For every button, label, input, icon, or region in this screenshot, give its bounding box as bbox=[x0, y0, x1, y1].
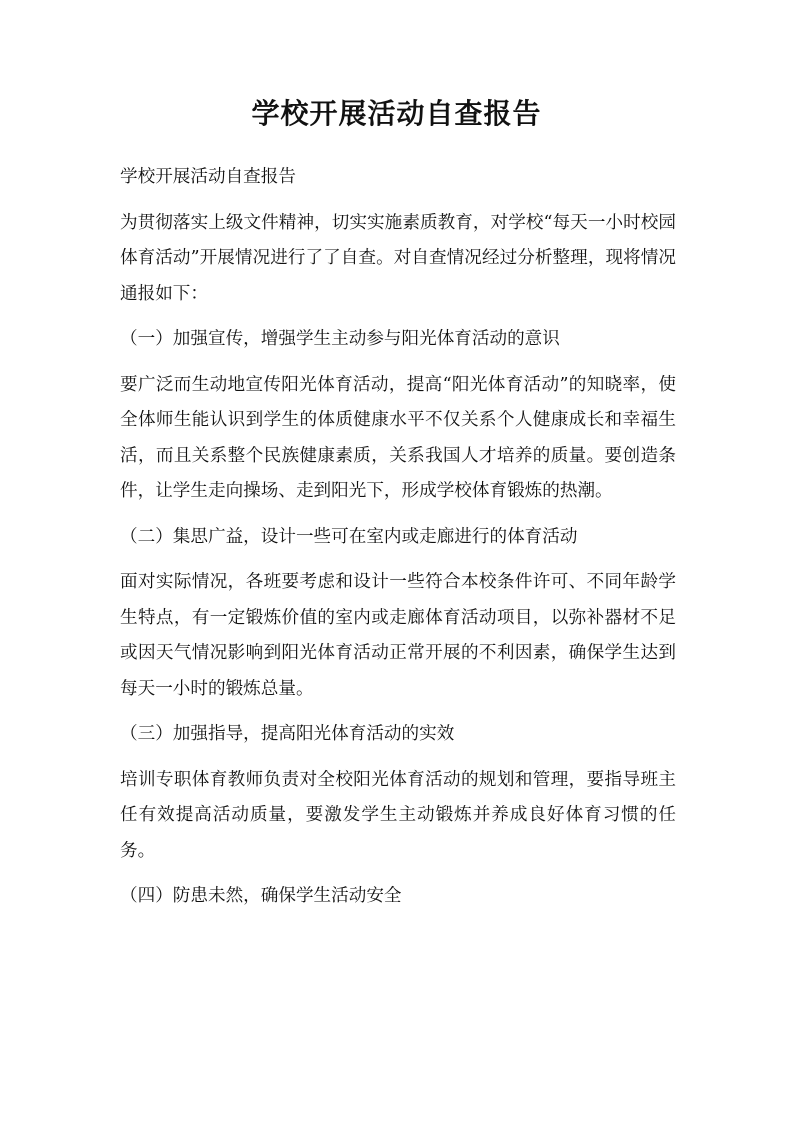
section-heading-3: （三）加强指导，提高阳光体育活动的实效 bbox=[120, 724, 455, 744]
document-body bbox=[120, 160, 676, 915]
paragraph-section-3: 培训专职体育教师负责对全校阳光体育活动的规划和管理，要指导班主任有效提高活动质量，要激发学生主动锻炼并养成良好体育习惯的任务。 bbox=[120, 769, 676, 861]
paragraph-gap bbox=[120, 707, 676, 717]
paragraph-gap bbox=[120, 753, 676, 763]
section-heading-4: （四）防患未然，确保学生活动安全 bbox=[120, 886, 402, 906]
paragraph-gap bbox=[120, 555, 676, 565]
paragraph-gap bbox=[120, 358, 676, 368]
paragraph-gap bbox=[120, 869, 676, 879]
document-subtitle: 学校开展活动自查报告 bbox=[120, 167, 296, 187]
document-title: 学校开展活动自查报告 bbox=[251, 97, 542, 130]
paragraph-gap bbox=[120, 510, 676, 520]
section-heading-1: （一）加强宣传，增强学生主动参与阳光体育活动的意识 bbox=[120, 329, 560, 349]
paragraph-section-2: 面对实际情况，各班要考虑和设计一些符合本校条件许可、不同年龄学生特点，有一定锻炼价值的室内或走廊体育活动项目，以弥补器材不足或因天气情况影响到阳光体育活动正常开展的不利因素，确保学生达到每天一小时的锻炼总量。 bbox=[120, 572, 676, 699]
paragraph-gap bbox=[120, 196, 676, 206]
paragraph-section-1: 要广泛而生动地宣传阳光体育活动，提高“阳光体育活动”的知晓率，使全体师生能认识到学生的体质健康水平不仅关系个人健康成长和幸福生活，而且关系整个民族健康素质，关系我国人才培养的质量。要创造条件，让学生走向操场、走到阳光下，形成学校体育锻炼的热潮。 bbox=[120, 374, 676, 501]
section-heading-2: （二）集思广益，设计一些可在室内或走廊进行的体育活动 bbox=[120, 526, 578, 547]
paragraph-intro: 为贯彻落实上级文件精神，切实实施素质教育，对学校“每天一小时校园体育活动”开展情况进行了了自查。对自查情况经过分析整理，现将情况通报如下： bbox=[120, 212, 676, 304]
paragraph-gap bbox=[120, 312, 676, 322]
